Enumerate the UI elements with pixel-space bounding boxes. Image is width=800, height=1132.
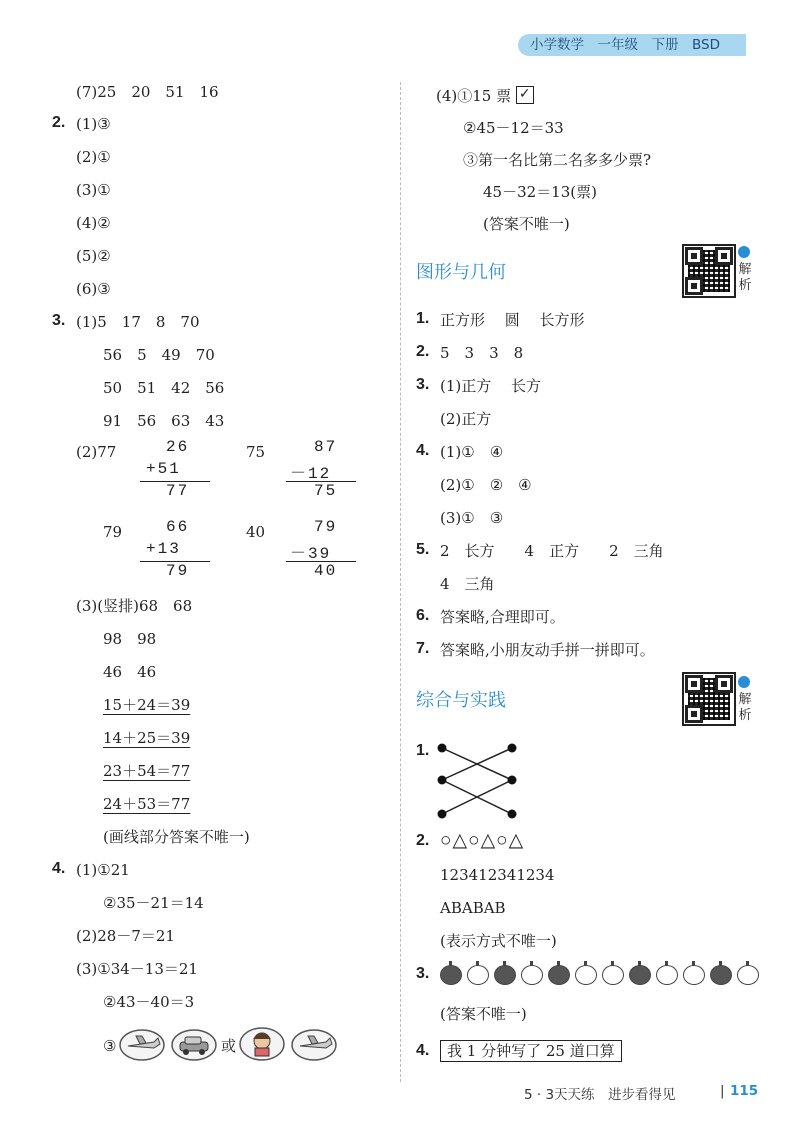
airplane-picture — [290, 1028, 338, 1066]
answer-line: 答案略,小朋友动手拼一拼即可。 — [440, 641, 655, 659]
vertical-calc-top: 26 — [166, 438, 190, 456]
answer-note: (表示方式不唯一) — [440, 932, 557, 950]
vertical-calc-bottom: 75 — [314, 482, 338, 500]
answer-line: 5 3 3 8 — [440, 344, 524, 362]
answer-line: 4 三角 — [440, 575, 495, 593]
vertical-calc-top: 66 — [166, 518, 190, 536]
answer-line: (2)① — [76, 148, 111, 166]
answer-line: (2)28－7＝21 — [76, 927, 175, 945]
header-title: 小学数学 一年级 下册 BSD — [530, 37, 720, 53]
footer-brand: 5 · 3天天练 进步看得见 — [524, 1087, 676, 1103]
answer-line — [436, 86, 534, 106]
vertical-calc-label: (2)77 — [76, 443, 117, 461]
vertical-calc-top: 87 — [314, 438, 338, 456]
answer-line: 答案略,合理即可。 — [440, 608, 565, 626]
answer-line: 56 5 49 70 — [103, 346, 215, 364]
answer-line: (3)①34－13＝21 — [76, 960, 198, 978]
fruit-icon — [521, 965, 543, 985]
question-number: 3. — [416, 965, 430, 982]
fruit-icon — [440, 965, 462, 985]
play-icon[interactable] — [738, 246, 750, 258]
answer-line: (1)5 17 8 70 — [76, 313, 200, 331]
vertical-calc-bottom: 40 — [314, 562, 338, 580]
vertical-calc-mid: +13 — [146, 540, 181, 558]
underlined-equation: 23＋54＝77 — [103, 762, 191, 780]
vertical-calc-bottom: 77 — [166, 482, 190, 500]
question-number: 4. — [416, 1042, 430, 1059]
question-number: 2. — [416, 343, 430, 360]
fruit-icon — [710, 965, 732, 985]
vertical-calc-mid: +51 — [146, 460, 181, 478]
answer-line: 正方形 圆 长方形 — [440, 311, 585, 329]
answer-note: (答案不唯一) — [483, 215, 570, 233]
answer-note: (画线部分答案不唯一) — [103, 828, 250, 846]
answer-line: ②45－12＝33 — [463, 119, 564, 137]
answer-line: (1)①21 — [76, 861, 130, 879]
number-pattern: 123412341234 — [440, 866, 555, 884]
question-number: 1. — [416, 742, 430, 759]
question-number: 6. — [416, 607, 430, 624]
qr-code-icon[interactable] — [682, 244, 736, 298]
question-number: 1. — [416, 310, 430, 327]
section-title: 综合与实践 — [416, 690, 506, 711]
answer-line: ③ — [103, 1037, 117, 1055]
fruit-icon — [683, 965, 705, 985]
matching-diagram — [432, 738, 522, 826]
letter-pattern: ABABAB — [440, 899, 506, 917]
underlined-equation: 24＋53＝77 — [103, 795, 191, 813]
shape-pattern: ○△○△○△ — [440, 830, 525, 851]
answer-line: 91 56 63 43 — [103, 412, 225, 430]
answer-line: (4)② — [76, 214, 111, 232]
fruit-icon — [548, 965, 570, 985]
underlined-equation: 14＋25＝39 — [103, 729, 191, 747]
answer-line: 50 51 42 56 — [103, 379, 225, 397]
question-number: 2. — [416, 832, 430, 849]
play-icon[interactable] — [738, 676, 750, 688]
fruit-icon — [656, 965, 678, 985]
qr-code-icon[interactable] — [682, 672, 736, 726]
vertical-calc-top: 79 — [314, 518, 338, 536]
answer-line: (5)② — [76, 247, 111, 265]
analysis-label-1: 解 — [738, 692, 752, 707]
fruit-icon — [629, 965, 651, 985]
question-number: 4. — [52, 860, 66, 877]
analysis-label-2: 析 — [738, 708, 752, 723]
fruit-icon — [737, 965, 759, 985]
or-word: 或 — [221, 1037, 237, 1055]
fruit-icon — [494, 965, 516, 985]
question-number: 3. — [416, 376, 430, 393]
section-title: 图形与几何 — [416, 262, 506, 283]
fruit-icon — [602, 965, 624, 985]
question-number: 4. — [416, 442, 430, 459]
analysis-label-1: 解 — [738, 262, 752, 277]
answer-line: ②43－40＝3 — [103, 993, 195, 1011]
answer-line: ②35－21＝14 — [103, 894, 204, 912]
column-divider — [400, 82, 401, 1082]
vertical-calc-mid: －39 — [290, 545, 332, 563]
answer-line: 2 长方 4 正方 2 三角 — [440, 542, 664, 560]
header-banner — [518, 34, 746, 56]
fruit-icon — [467, 965, 489, 985]
answer-text: (4)①15 票 — [436, 87, 512, 105]
answer-line: (3)(竖排)68 68 — [76, 597, 193, 615]
page-number: 115 — [730, 1083, 759, 1099]
answer-line: (2)正方 — [440, 410, 492, 428]
answer-line: (3)① ③ — [440, 509, 504, 527]
vertical-calc-label: 75 — [246, 443, 266, 461]
vertical-calc-bottom: 79 — [166, 562, 190, 580]
fruit-icon — [575, 965, 597, 985]
fruit-pattern — [440, 964, 764, 985]
answer-note: (答案不唯一) — [440, 1005, 527, 1023]
analysis-label-2: 析 — [738, 278, 752, 293]
vertical-calc-label: 40 — [246, 523, 266, 541]
question-number: 3. — [52, 312, 66, 329]
car-picture — [170, 1028, 218, 1066]
answer-line: 46 46 — [103, 663, 157, 681]
vertical-calc-label: 79 — [103, 523, 123, 541]
answer-line: (1)正方 长方 — [440, 377, 542, 395]
answer-line: (6)③ — [76, 280, 111, 298]
footer-separator: | — [720, 1083, 725, 1099]
answer-line: 45－32＝13(票) — [483, 183, 597, 201]
vertical-calc-mid: －12 — [290, 465, 332, 483]
airplane-picture — [118, 1028, 166, 1066]
question-number: 7. — [416, 640, 430, 657]
question-number: 5. — [416, 541, 430, 558]
girl-picture — [238, 1026, 286, 1066]
answer-line: (1)③ — [76, 115, 111, 133]
answer-line: (1)① ④ — [440, 443, 504, 461]
question-number: 2. — [52, 114, 66, 131]
answer-line: (3)① — [76, 181, 111, 199]
underlined-equation: 15＋24＝39 — [103, 696, 191, 714]
answer-line: (2)① ② ④ — [440, 476, 532, 494]
boxed-answer: 我 1 分钟写了 25 道口算 — [440, 1040, 622, 1062]
check-mark-icon — [516, 86, 534, 104]
answer-line: 98 98 — [103, 630, 157, 648]
answer-line: ③第一名比第二名多多少票? — [463, 151, 652, 169]
answer-line: (7)25 20 51 16 — [76, 83, 219, 101]
